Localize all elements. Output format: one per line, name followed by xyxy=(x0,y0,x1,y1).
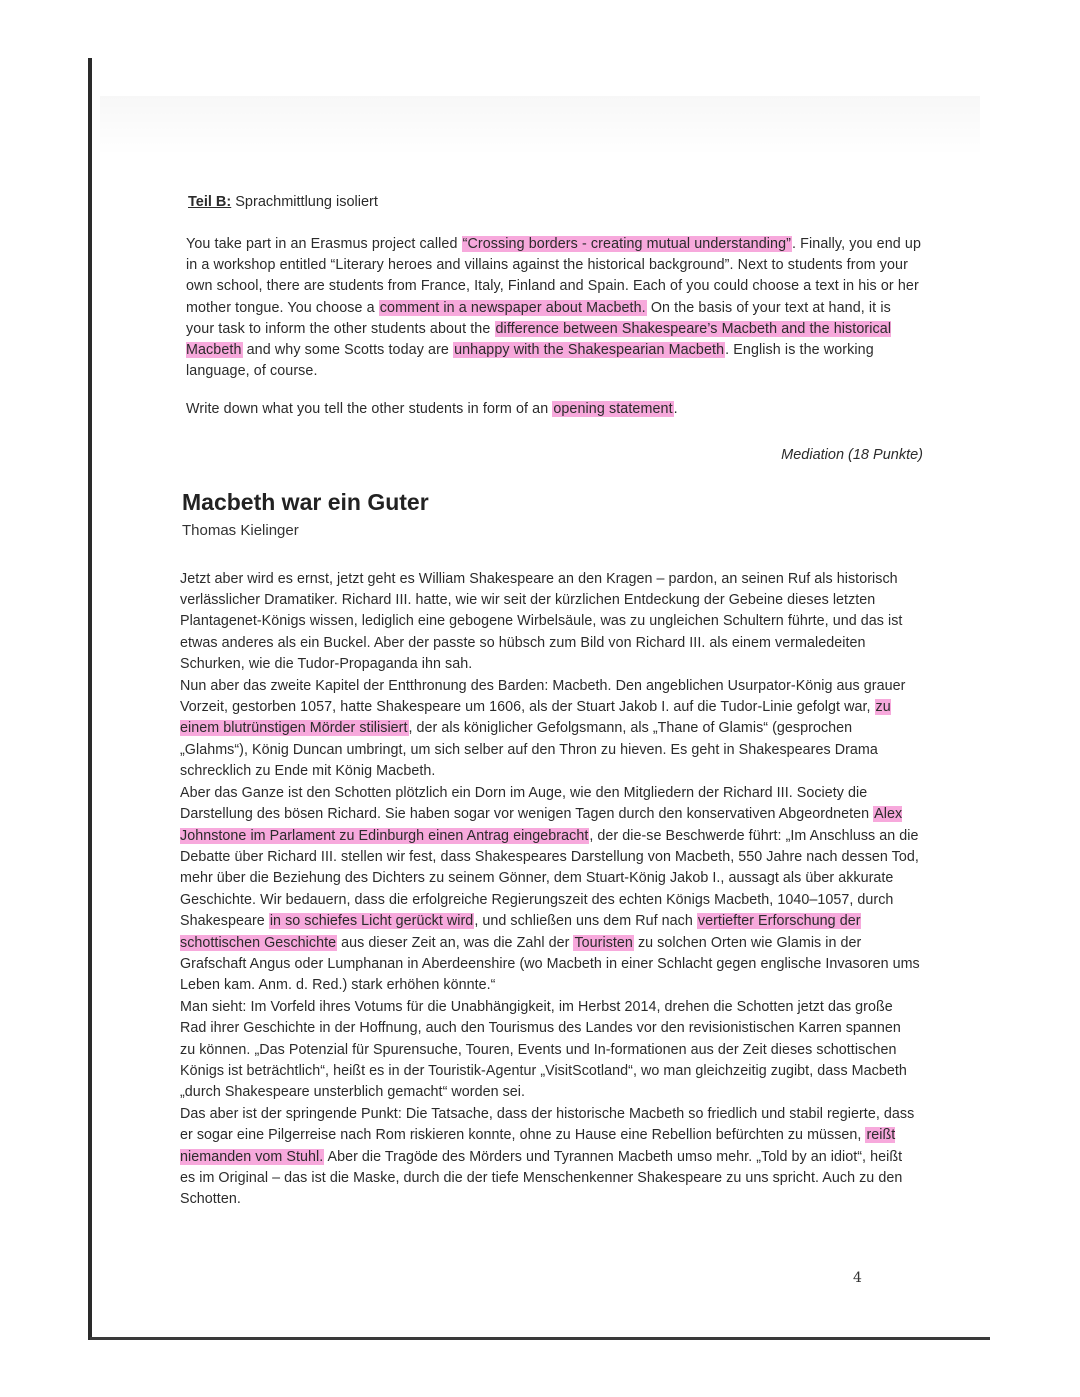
task-paragraph xyxy=(186,234,923,382)
article-paragraph-1: Jetzt aber wird es ernst, jetzt geht es William Shakespeare an den Kragen – pardon, an seinen Ruf als historisch verlässlicher Dramatiker. Richard III. hatte, wie wir seit der kürzlichen Entdeckung der Gebeine dieses letzten Plantagenet-Königs wissen, lediglich eine gebogene Wirbelsäule, was zu ungleichen Schultern führte, und das ist etwas anderes als ein Buckel. Aber der passte so hübsch zum Bild von Richard III. als einem vermaledeiten Schurken, wie die Tudor-Propaganda ihn sah. xyxy=(180,570,903,673)
task-text: You take part in an Erasmus project called xyxy=(186,236,462,252)
article-text: aus dieser Zeit an, was die Zahl der xyxy=(337,934,574,951)
article-title: Macbeth war ein Guter xyxy=(182,488,429,515)
page-left-edge xyxy=(88,58,92,1340)
task-text: . Finally, you end up in a workshop entitled “Literary heroes and villains against the historical background”. Next to students from your own school, there are students from France, Italy, Finland and Spain. Each of you could choose a text in his or her mother tongue. You choose a xyxy=(186,236,922,316)
highlight-tourists: Touristen xyxy=(574,934,633,951)
highlight-difference: difference between Shakespeare’s Macbeth and the historical Macbeth xyxy=(186,320,892,359)
article-text: Aber das Ganze ist den Schotten plötzlich ein Dorn im Auge, wie den Mitgliedern der Richard III. Society die Darstellung des bösen Richard. Sie haben sogar vor wenigen Tagen durch den konservativen Abgeordneten xyxy=(180,784,874,823)
section-title: Sprachmittlung isoliert xyxy=(231,194,378,210)
points-label: Mediation (18 Punkte) xyxy=(781,446,923,463)
task-text: and why some Scotts today are xyxy=(242,342,454,359)
task-text: . English is the working language, of course. xyxy=(186,342,874,380)
article-paragraph-5 xyxy=(180,1106,914,1208)
task-instruction xyxy=(186,399,923,420)
scan-artifact xyxy=(100,96,980,156)
highlight-project-name: “Crossing borders - creating mutual understanding” xyxy=(462,236,792,252)
article-paragraph-4: Man sieht: Im Vorfeld ihres Votums für die Unabhängigkeit, im Herbst 2014, drehen die Schotten jetzt das große Rad ihrer Geschichte in der Hoffnung, auch den Tourismus des Landes vor den revisionistischen Karren spannen zu können. „Das Potenzial für Spurensuche, Touren, Events und In-formationen aus der Zeit dieses schottischen Königs ist beträchtlich“, heißt es in der Touristik-Agentur „VisitScotland“, wo man gleichzeitig zugibt, dass Macbeth „durch Shakespeare unsterblich gemacht“ worden sei. xyxy=(180,998,907,1101)
article-text: Nun aber das zweite Kapitel der Entthronung des Barden: Macbeth. Den angeblichen Usurpator-König aus grauer Vorzeit, gestorben 1057, hatte Shakespeare um 1606, als der Stuart Jakob I. auf die Tudor-Linie gefolgt war, xyxy=(180,677,906,716)
task-text: . xyxy=(673,401,678,418)
highlight-unhappy: unhappy with the Shakespearian Macbeth xyxy=(454,342,725,359)
article-text: , der als königlicher Gefolgsmann, als „Thane of Glamis“ (gesprochen „Glahms“), König Duncan umbringt, um sich selber auf den Thron zu hieven. Es geht in Shakespeares Drama schrecklich zu Ende mit König Macbeth. xyxy=(180,720,878,780)
highlight-nobody: reißt niemanden vom Stuhl. xyxy=(180,1127,896,1165)
article-text: , und schließen uns dem Ruf nach xyxy=(474,913,697,930)
article-paragraph-2 xyxy=(180,678,905,780)
highlight-wrong-light: in so schiefes Licht gerückt wird xyxy=(269,913,474,930)
section-label: Teil B: xyxy=(188,194,232,210)
article-text: Aber die Tragöde des Mörders und Tyrannen Macbeth umso mehr. „Told by an idiot“, heißt es im Original – das ist die Maske, durch die der tiefe Menschenkenner Shakespeare zu uns spricht. Auch zu den Schotten. xyxy=(180,1148,903,1208)
highlight-motion: Alex Johnstone im Parlament zu Edinburgh einen Antrag eingebracht xyxy=(180,806,903,844)
highlight-opening-statement: opening statement xyxy=(553,401,673,418)
task-text: Write down what you tell the other students in form of an xyxy=(186,401,553,418)
article-body xyxy=(180,569,920,1211)
highlight-research: vertiefter Erforschung der schottischen Geschichte xyxy=(180,913,861,951)
page-bottom-edge xyxy=(90,1337,990,1340)
page-content xyxy=(178,194,923,1211)
highlight-murderer: zu einem blutrünstigen Mörder stilisiert xyxy=(180,699,891,737)
article-paragraph-3 xyxy=(180,785,920,994)
task-text: On the basis of your text at hand, it is your task to inform the other students about the xyxy=(186,299,891,337)
spacer xyxy=(178,382,923,399)
highlight-comment: comment in a newspaper about Macbeth. xyxy=(379,299,646,316)
article-text: Das aber ist der springende Punkt: Die Tatsache, dass der historische Macbeth so friedlich und stabil regierte, dass er sogar eine Pilgerreise nach Rom riskieren konnte, ohne zu Hause eine Rebellion befürchten zu müssen, xyxy=(180,1105,915,1144)
page-number: 4 xyxy=(853,1270,862,1286)
section-heading xyxy=(188,194,923,210)
article-text: zu solchen Orten wie Glamis in der Grafschaft Angus oder Lumphanan in Aberdeenshire (wo Macbeth in einer Schlacht gegen englische Invasoren ums Leben kam. Anm. d. Red.) stark erhöhen könnte.“ xyxy=(180,934,920,994)
article-author: Thomas Kielinger xyxy=(182,521,299,539)
article-text: , der die-se Beschwerde führt: „Im Anschluss an die Debatte über Richard III. stellen wir fest, dass Shakespeares Darstellung von Macbeth, 550 Jahre nach dessen Tod, mehr über die Beziehung des Dichters zu seinem Gönner, dem Stuart-König Jakob I., aussagt als über akkurate Geschichte. Wir bedauern, dass die erfolgreiche Regierungszeit des echten Königs Macbeth, 1040–1057, durch Shakespeare xyxy=(180,827,919,930)
